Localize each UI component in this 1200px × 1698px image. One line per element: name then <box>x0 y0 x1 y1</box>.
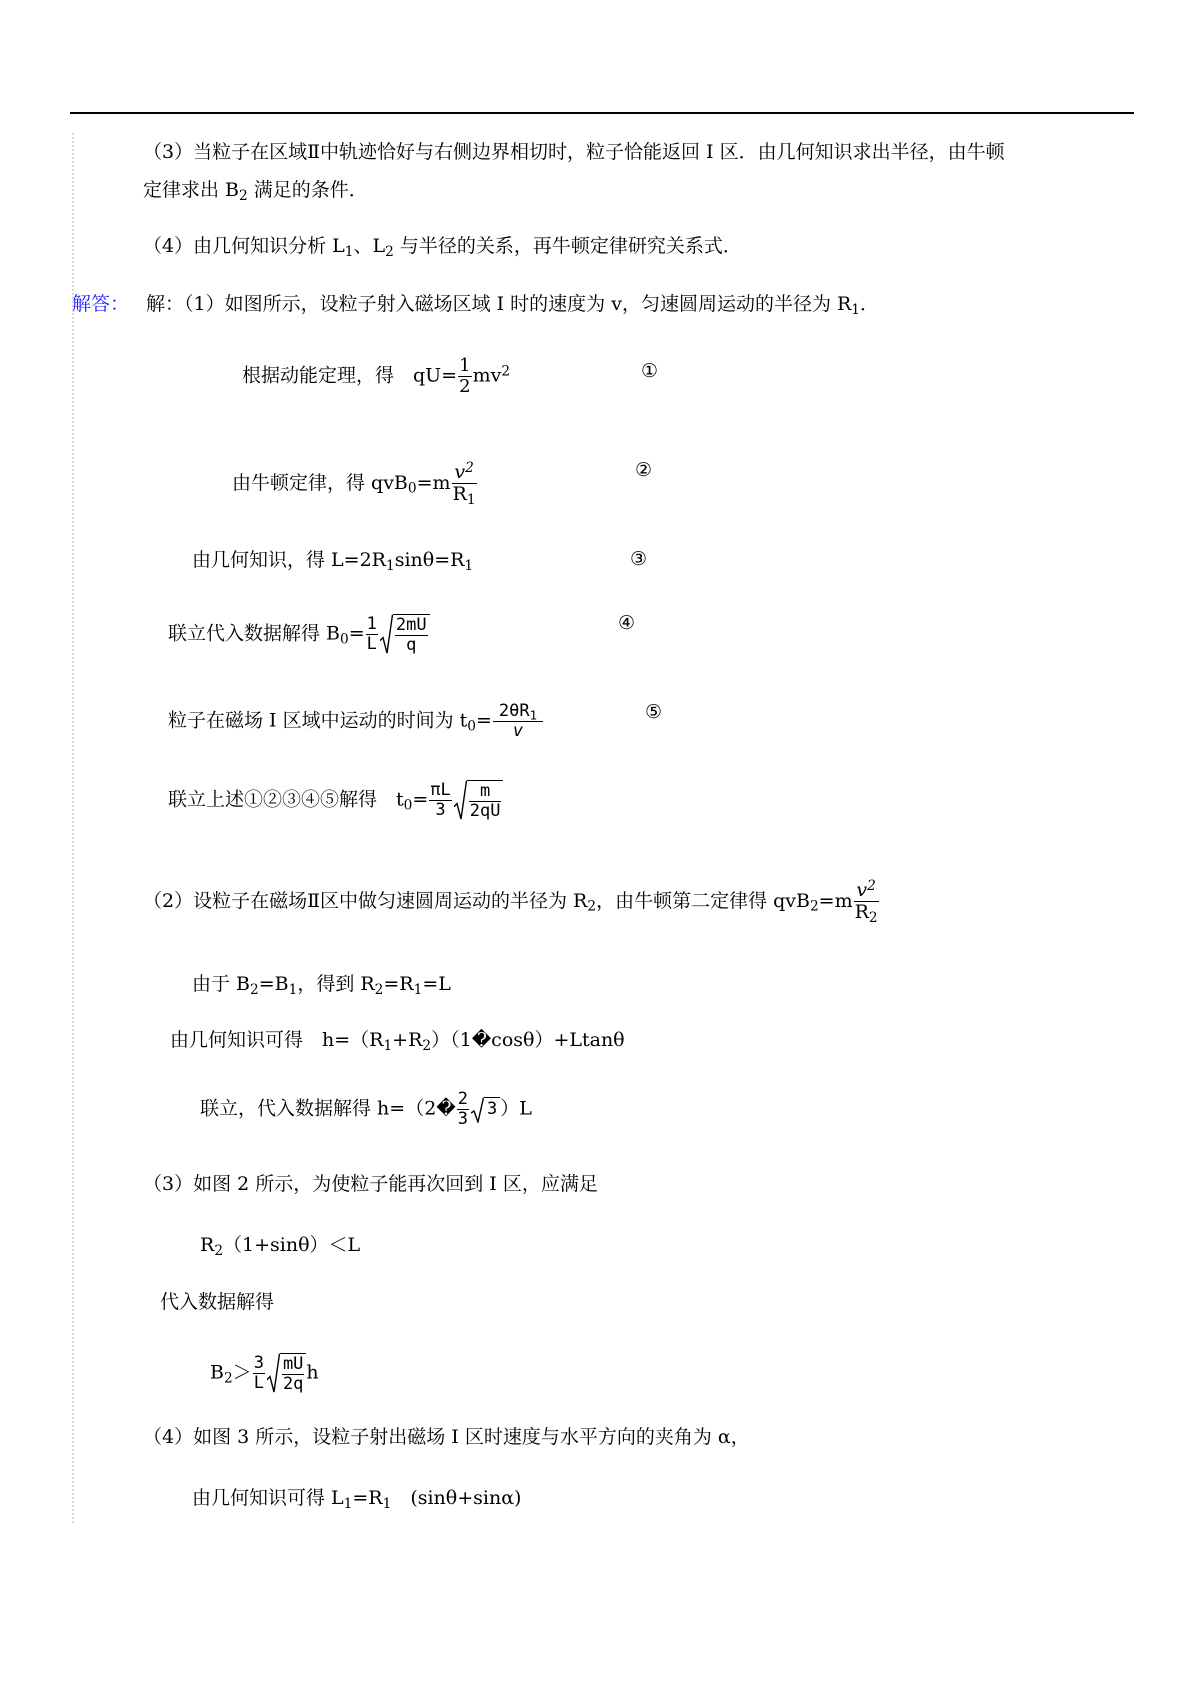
part-4-geometry: 由几何知识可得 $L_1=R_1$ (sinθ+sinα) <box>192 1487 522 1512</box>
part-2-height: 由几何知识可得 $h=(R_1+R_2)(1�\cos\theta)+Ltan\theta$ <box>170 1029 625 1054</box>
equation-marker-3: ③ <box>630 548 648 570</box>
part-3-line: （3）如图 2 所示，为使粒子能再次回到 I 区，应满足 <box>143 1173 598 1195</box>
equation-3: 由几何知识，得 $L=2R_1\sin\theta=R_1$ <box>192 549 474 574</box>
part-4-line: （4）如图 3 所示，设粒子射出磁场 I 区时速度与水平方向的夹角为 α， <box>143 1426 750 1448</box>
equation-marker-2: ② <box>635 459 653 481</box>
part-3-result: $B_2>$ $\frac{3}{L}$ $\frac{mU}{2q}$ h <box>210 1353 319 1395</box>
fraction-time: $\frac{2\theta R_1}{v}$ <box>493 702 543 741</box>
equation-4: 联立代入数据解得 $B_0=$ $\frac{1}{L}$ $\frac{2mU}{q}$ <box>168 614 430 655</box>
answer-intro: 解：（1）如图所示，设粒子射入磁场区域 I 时的速度为 v，匀速圆周运动的半径为 $R_1$． <box>146 293 880 318</box>
answer-label: 解答： <box>72 293 130 315</box>
equation-1: 根据动能定理，得 qU= $\frac{1}{2}$ $mv^2$ <box>242 355 511 398</box>
equation-6: 联立上述①②③④⑤解得 $t_0=$ $\frac{\pi L}{3}$ $\frac{m}{2qU}$ <box>168 780 503 821</box>
equation-marker-5: ⑤ <box>645 701 663 723</box>
part-2-result: 联立，代入数据解得 h=（2� $\frac{2}{3}$ 3 ）L <box>200 1089 532 1130</box>
part-3-solve: 代入数据解得 <box>160 1291 275 1313</box>
fraction-2-3: $\frac{2}{3}$ <box>457 1089 469 1130</box>
square-root: $\frac{m}{2qU}$ <box>454 780 504 821</box>
equation-marker-4: ④ <box>618 612 636 634</box>
fraction-3-over-l: $\frac{3}{L}$ <box>253 1353 264 1394</box>
square-root: $\frac{2mU}{q}$ <box>380 614 430 655</box>
fraction-1-over-l: $\frac{1}{L}$ <box>366 614 377 655</box>
part-2-line: （2）设粒子在磁场Ⅱ区中做匀速圆周运动的半径为 $R_2$，由牛顿第二定律得 qvB$_2$=m $\frac{v^2}{R_2}$ <box>143 877 878 927</box>
equation-2: 由牛顿定律，得 qvB$_0$=m $\frac{v^2}{R_1}$ <box>232 459 476 509</box>
analysis-4-line: （4）由几何知识分析 $L_1$、$L_2$ 与半径的关系，再牛顿定律研究关系式． <box>143 235 742 260</box>
header-rule <box>70 112 1134 114</box>
square-root: 3 <box>471 1097 500 1123</box>
analysis-3-line-1: （3）当粒子在区域Ⅱ中轨迹恰好与右侧边界相切时，粒子恰能返回 I 区．由几何知识求出半径，由牛顿 <box>143 141 1005 163</box>
analysis-3-line-2: 定律求出 $B_2$ 满足的条件． <box>143 179 368 204</box>
part-2-radius: 由于 $B_2=B_1$，得到 $R_2=R_1=L$ <box>192 973 451 998</box>
fraction-pi-l-3: $\frac{\pi L}{3}$ <box>430 780 451 821</box>
square-root: $\frac{mU}{2q}$ <box>267 1353 306 1394</box>
margin-guide <box>72 133 74 1523</box>
equation-marker-1: ① <box>641 360 659 382</box>
equation-5: 粒子在磁场 I 区域中运动的时间为 $t_0=$ $\frac{2\theta R_1}{v}$ <box>168 702 544 741</box>
fraction-v2-r1: $\frac{v^2}{R_1}$ <box>452 459 476 509</box>
fraction-v2-r2: $\frac{v^2}{R_2}$ <box>854 877 878 927</box>
fraction-half: $\frac{1}{2}$ <box>459 355 471 398</box>
part-3-condition: $R_2(1+\sin\theta)<L$ <box>200 1234 361 1259</box>
